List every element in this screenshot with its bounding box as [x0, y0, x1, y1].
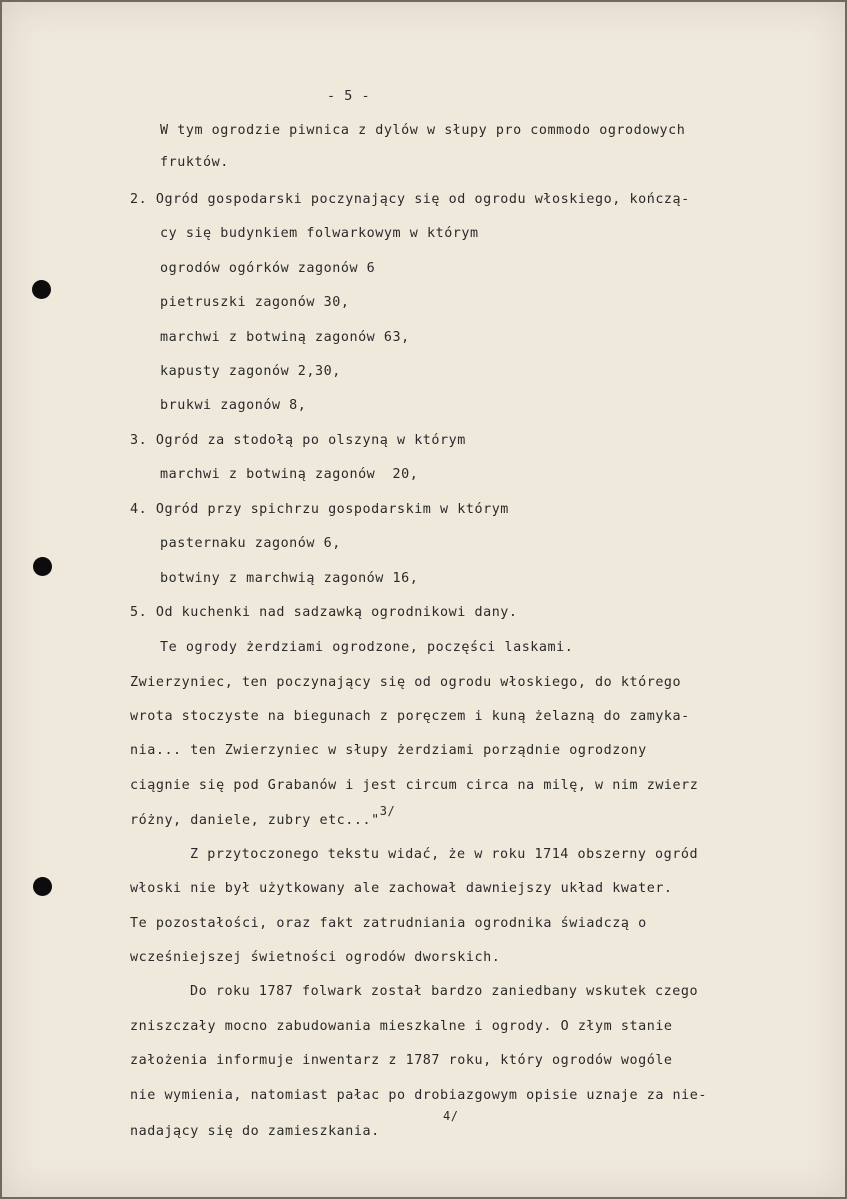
list-item-5: 5. Od kuchenki nad sadzawką ogrodnikowi dany.: [130, 605, 518, 620]
text-line: włoski nie był użytkowany ale zachował dawniejszy układ kwater.: [130, 881, 673, 896]
text-line: założenia informuje inwentarz z 1787 roku, który ogrodów wogóle: [130, 1053, 673, 1068]
text-line: nadający się do zamieszkania.: [130, 1124, 380, 1139]
text-line: pasternaku zagonów 6,: [160, 536, 341, 551]
text-line: różny, daniele, zubry etc...": [130, 813, 380, 828]
list-item-4: 4. Ogród przy spichrzu gospodarskim w którym: [130, 502, 509, 517]
text-line: marchwi z botwiną zagonów 20,: [160, 467, 419, 482]
punch-hole-top: [32, 280, 51, 299]
text-line: nia... ten Zwierzyniec w słupy żerdziami porządnie ogrodzony: [130, 743, 647, 758]
list-item-2: 2. Ogród gospodarski poczynający się od ogrodu włoskiego, kończą-: [130, 192, 690, 207]
text-line: nie wymienia, natomiast pałac po drobiazgowym opisie uznaje za nie-: [130, 1088, 707, 1103]
paragraph-start: Do roku 1787 folwark został bardzo zaniedbany wskutek czego: [190, 984, 699, 999]
page-number: - 5 -: [327, 89, 371, 104]
footnote-marker-3: 3/: [379, 804, 396, 818]
text-line: fruktów.: [160, 155, 229, 170]
text-line: cy się budynkiem folwarkowym w którym: [160, 226, 479, 241]
footnote-marker-4: 4/: [443, 1109, 459, 1123]
document-page: [2, 2, 845, 1197]
list-item-3: 3. Ogród za stodołą po olszyną w którym: [130, 433, 466, 448]
text-line: kapusty zagonów 2,30,: [160, 364, 341, 379]
text-line: wcześniejszej świetności ogrodów dworskich.: [130, 950, 501, 965]
text-line: W tym ogrodzie piwnica z dylów w słupy pro commodo ogrodowych: [160, 123, 686, 138]
text-line: Zwierzyniec, ten poczynający się od ogrodu włoskiego, do którego: [130, 675, 682, 690]
text-line: ciągnie się pod Grabanów i jest circum circa na milę, w nim zwierz: [130, 778, 699, 793]
text-line: pietruszki zagonów 30,: [160, 295, 350, 310]
paragraph-start: Z przytoczonego tekstu widać, że w roku 1714 obszerny ogród: [190, 847, 699, 862]
text-line-with-footnote: [130, 804, 396, 830]
text-line: Te pozostałości, oraz fakt zatrudniania ogrodnika świadczą o: [130, 916, 647, 931]
punch-hole-bottom: [33, 877, 52, 896]
text-line: ogrodów ogórków zagonów 6: [160, 261, 376, 276]
text-line: Te ogrody żerdziami ogrodzone, poczęści laskami.: [160, 640, 574, 655]
text-line: zniszczały mocno zabudowania mieszkalne i ogrody. O złym stanie: [130, 1019, 673, 1034]
text-line: wrota stoczyste na biegunach z poręczem i kuną żelazną do zamyka-: [130, 709, 690, 724]
text-line: brukwi zagonów 8,: [160, 398, 307, 413]
text-line: marchwi z botwiną zagonów 63,: [160, 330, 410, 345]
text-line: botwiny z marchwią zagonów 16,: [160, 571, 419, 586]
punch-hole-middle: [33, 557, 52, 576]
